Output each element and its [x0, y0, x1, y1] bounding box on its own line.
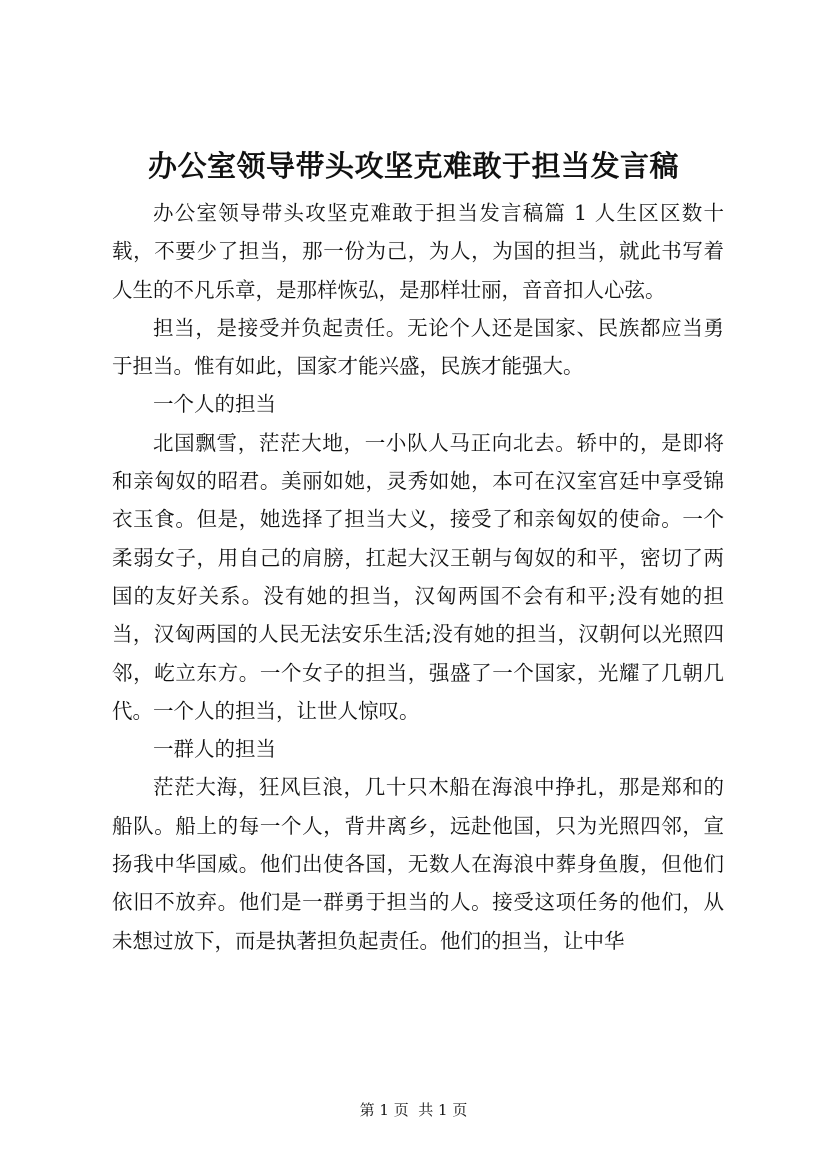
document-body	[112, 194, 724, 960]
page-footer: 第 1 页 共 1 页	[359, 1101, 468, 1119]
paragraph-intro: 办公室领导带头攻坚克难敢于担当发言稿篇 1 人生区区数十载，不要少了担当，那一份为己，为人，为国的担当，就此书写着人生的不凡乐章，是那样恢弘，是那样壮丽，音音扣人心弦。	[112, 201, 724, 302]
section-heading-group: 一群人的担当	[153, 737, 276, 762]
paragraph-zhenghe: 茫茫大海，狂风巨浪，几十只木船在海浪中挣扎，那是郑和的船队。船上的每一个人，背井离乡，远赴他国，只为光照四邻，宣扬我中华国威。他们出使各国，无数人在海浪中葬身鱼腹，但他们依旧不放弃。他们是一群勇于担当的人。接受这项任务的他们，从未想过放下，而是执著担负起责任。他们的担当，让中华	[112, 775, 724, 953]
paragraph-zhaojun: 北国飘雪，茫茫大地，一小队人马正向北去。轿中的，是即将和亲匈奴的昭君。美丽如她，灵秀如她，本可在汉室宫廷中享受锦衣玉食。但是，她选择了担当大义，接受了和亲匈奴的使命。一个柔弱女子，用自己的肩膀，扛起大汉王朝与匈奴的和平，密切了两国的友好关系。没有她的担当，汉匈两国不会有和平;没有她的担当，汉匈两国的人民无法安乐生活;没有她的担当，汉朝何以光照四邻，屹立东方。一个女子的担当，强盛了一个国家，光耀了几朝几代。一个人的担当，让世人惊叹。	[112, 430, 724, 723]
document-title: 办公室领导带头攻坚克难敢于担当发言稿	[147, 149, 679, 183]
section-heading-individual: 一个人的担当	[153, 392, 276, 417]
paragraph-definition: 担当，是接受并负起责任。无论个人还是国家、民族都应当勇于担当。惟有如此，国家才能兴盛，民族才能强大。	[112, 315, 724, 379]
